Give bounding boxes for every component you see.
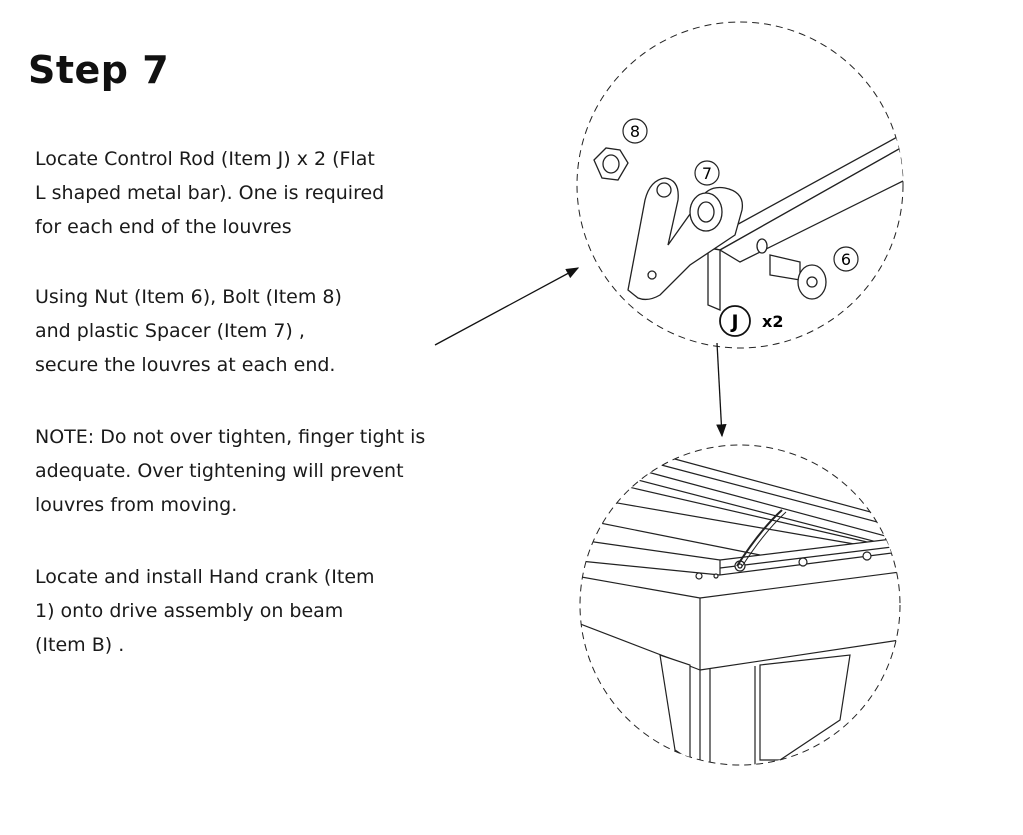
instruction-hand-crank: Locate and install Hand crank (Item 1) onto drive assembly on beam (Item B) . <box>35 566 375 656</box>
instruction-control-rod: Locate Control Rod (Item J) x 2 (Flat L shaped metal bar). One is required for each end of the louvres <box>35 148 385 238</box>
callout-item-j-label: J <box>731 311 739 333</box>
instruction-secure-louvres: Using Nut (Item 6), Bolt (Item 8) and plastic Spacer (Item 7) , secure the louvres at each end. <box>35 286 342 376</box>
callout-item-8 <box>623 119 647 143</box>
instruction-note: NOTE: Do not over tighten, finger tight is adequate. Over tightening will prevent louvres from moving. <box>35 426 426 516</box>
detail-circle-bottom <box>570 445 900 780</box>
callout-item-6-label: 6 <box>840 250 852 269</box>
callout-item-8-label: 8 <box>629 122 641 141</box>
step-title: Step 7 <box>28 48 170 92</box>
detail-circle-top <box>577 22 915 348</box>
callout-item-7 <box>695 161 719 185</box>
callout-item-7-label: 7 <box>701 164 713 183</box>
pointer-arrow-down <box>717 343 722 436</box>
callout-item-j <box>720 306 783 336</box>
callout-item-j-qty: x2 <box>762 312 784 331</box>
pointer-arrow-diagonal <box>435 268 578 345</box>
callout-item-6 <box>834 247 858 271</box>
